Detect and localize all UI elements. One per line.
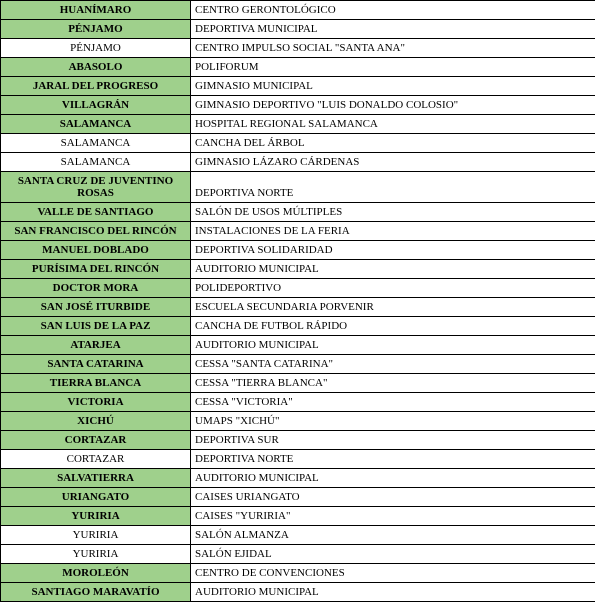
location-cell: DEPORTIVA SUR [191,431,595,450]
municipality-cell: SAN FRANCISCO DEL RINCÓN [1,222,191,241]
table-row [1,564,595,583]
table-row [1,1,595,20]
municipality-cell: MANUEL DOBLADO [1,241,191,260]
location-cell: CESSA "VICTORIA" [191,393,595,412]
location-cell: ESCUELA SECUNDARIA PORVENIR [191,298,595,317]
table-row [1,279,595,298]
location-cell: CENTRO DE CONVENCIONES [191,564,595,583]
table-row [1,507,595,526]
table-row [1,153,595,172]
municipality-cell: VALLE DE SANTIAGO [1,203,191,222]
municipality-cell: SANTA CATARINA [1,355,191,374]
location-cell: CENTRO IMPULSO SOCIAL "SANTA ANA" [191,39,595,58]
table-row [1,203,595,222]
table-row [1,355,595,374]
location-cell: AUDITORIO MUNICIPAL [191,260,595,279]
table-row [1,134,595,153]
municipality-cell: YURIRIA [1,526,191,545]
municipality-cell: VICTORIA [1,393,191,412]
location-cell: GIMNASIO LÁZARO CÁRDENAS [191,153,595,172]
location-cell: UMAPS "XICHÚ" [191,412,595,431]
municipality-cell: XICHÚ [1,412,191,431]
table-row [1,374,595,393]
location-cell: DEPORTIVA SOLIDARIDAD [191,241,595,260]
municipality-cell: SALAMANCA [1,115,191,134]
table-row [1,431,595,450]
table-row [1,58,595,77]
location-cell: HOSPITAL REGIONAL SALAMANCA [191,115,595,134]
table-row [1,241,595,260]
municipality-cell: CORTAZAR [1,431,191,450]
municipality-cell: YURIRIA [1,545,191,564]
municipality-cell: PÉNJAMO [1,20,191,39]
location-cell: DEPORTIVA MUNICIPAL [191,20,595,39]
municipality-cell: SALAMANCA [1,134,191,153]
location-cell: CENTRO GERONTOLÓGICO [191,1,595,20]
table-row [1,545,595,564]
location-cell: AUDITORIO MUNICIPAL [191,336,595,355]
municipality-cell: MOROLEÓN [1,564,191,583]
table-row [1,39,595,58]
location-cell: AUDITORIO MUNICIPAL [191,583,595,602]
location-cell: CESSA "SANTA CATARINA" [191,355,595,374]
location-cell: INSTALACIONES DE LA FERIA [191,222,595,241]
municipality-cell: TIERRA BLANCA [1,374,191,393]
location-cell: CANCHA DE FUTBOL RÁPIDO [191,317,595,336]
table-row [1,298,595,317]
municipality-cell: YURIRIA [1,507,191,526]
municipality-cell: SALAMANCA [1,153,191,172]
table-row [1,450,595,469]
municipality-cell: URIANGATO [1,488,191,507]
table-row [1,260,595,279]
table-row [1,222,595,241]
municipality-cell: ATARJEA [1,336,191,355]
location-cell: GIMNASIO MUNICIPAL [191,77,595,96]
location-cell: CAISES URIANGATO [191,488,595,507]
table-row [1,488,595,507]
table-row [1,412,595,431]
table-row [1,20,595,39]
table-row [1,583,595,602]
location-cell: GIMNASIO DEPORTIVO "LUIS DONALDO COLOSIO" [191,96,595,115]
table-row [1,115,595,134]
location-cell: POLIFORUM [191,58,595,77]
table-row [1,393,595,412]
locations-table-body [1,1,595,602]
table-row [1,317,595,336]
municipality-cell: SAN JOSÉ ITURBIDE [1,298,191,317]
location-cell: SALÓN DE USOS MÚLTIPLES [191,203,595,222]
municipality-cell: SAN LUIS DE LA PAZ [1,317,191,336]
location-cell: CANCHA DEL ÁRBOL [191,134,595,153]
table-row [1,77,595,96]
municipality-cell: SANTA CRUZ DE JUVENTINO ROSAS [1,172,191,203]
municipality-cell: HUANÍMARO [1,1,191,20]
location-cell: POLIDEPORTIVO [191,279,595,298]
table-row [1,526,595,545]
municipality-cell: SALVATIERRA [1,469,191,488]
municipality-cell: ABASOLO [1,58,191,77]
municipality-cell: JARAL DEL PROGRESO [1,77,191,96]
table-row [1,336,595,355]
table-row [1,96,595,115]
municipality-cell: SANTIAGO MARAVATÍO [1,583,191,602]
table-row [1,172,595,203]
municipality-cell: DOCTOR MORA [1,279,191,298]
location-cell: CESSA "TIERRA BLANCA" [191,374,595,393]
location-cell: CAISES "YURIRIA" [191,507,595,526]
location-cell: SALÓN EJIDAL [191,545,595,564]
municipality-cell: PÉNJAMO [1,39,191,58]
municipality-cell: PURÍSIMA DEL RINCÓN [1,260,191,279]
table-row [1,469,595,488]
municipality-cell: VILLAGRÁN [1,96,191,115]
location-cell: AUDITORIO MUNICIPAL [191,469,595,488]
location-cell: DEPORTIVA NORTE [191,450,595,469]
location-cell: SALÓN ALMANZA [191,526,595,545]
municipality-cell: CORTAZAR [1,450,191,469]
location-cell: DEPORTIVA NORTE [191,172,595,203]
